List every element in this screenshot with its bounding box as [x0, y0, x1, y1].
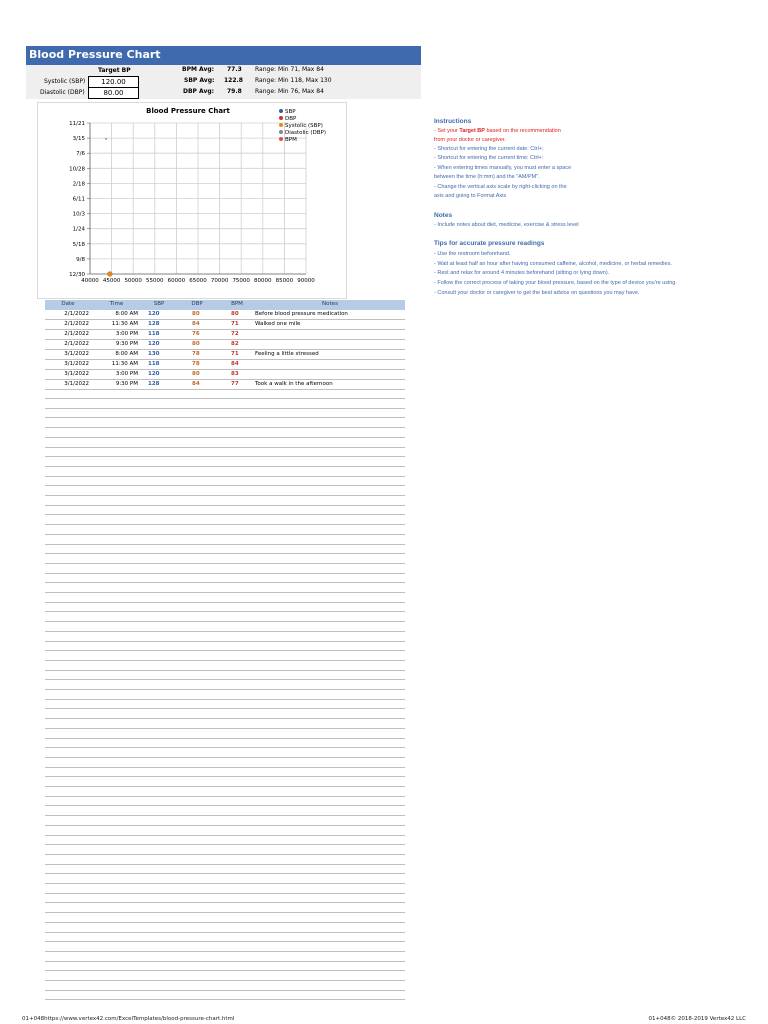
- legend-marker: [279, 109, 283, 113]
- x-tick-label: 45000: [102, 278, 121, 284]
- cell-date[interactable]: 2/1/2022: [64, 331, 89, 337]
- cell-bpm[interactable]: 84: [231, 361, 239, 367]
- data-point: [107, 272, 112, 277]
- cell-bpm[interactable]: 83: [231, 371, 239, 377]
- cell-date[interactable]: 2/1/2022: [64, 321, 89, 327]
- cell-sbp[interactable]: 118: [148, 361, 160, 367]
- dbp-range: Range: Min 76, Max 84: [255, 88, 324, 95]
- instructions-line-2: from your doctor or caregiver.: [434, 137, 506, 143]
- sbp-avg-label: SBP Avg:: [184, 77, 215, 84]
- cell-dbp[interactable]: 76: [192, 331, 200, 337]
- empty-row-line: [45, 408, 405, 409]
- cell-notes[interactable]: Walked one mile: [255, 321, 301, 327]
- x-tick-label: 40000: [81, 278, 99, 284]
- legend-marker: [279, 116, 283, 120]
- col-time: Time: [109, 301, 124, 307]
- y-tick-label: 9/8: [76, 256, 85, 263]
- cell-bpm[interactable]: 77: [231, 381, 239, 387]
- empty-row-line: [45, 485, 405, 486]
- cell-bpm[interactable]: 71: [231, 351, 239, 357]
- empty-row-line: [45, 970, 405, 971]
- bpm-range: Range: Min 71, Max 84: [255, 66, 324, 73]
- x-tick-label: 70000: [210, 278, 229, 284]
- empty-row-line: [45, 922, 405, 923]
- empty-row-line: [45, 505, 405, 506]
- cell-date[interactable]: 2/1/2022: [64, 341, 89, 347]
- title-bar: [26, 46, 421, 65]
- table-row[interactable]: [45, 360, 405, 370]
- tips-item: - Follow the correct process of taking your blood pressure, based on the type of device you're using.: [434, 280, 677, 286]
- cell-bpm[interactable]: 80: [231, 311, 239, 317]
- table-row[interactable]: [45, 310, 405, 320]
- table-row[interactable]: [45, 340, 405, 350]
- empty-row-line: [45, 844, 405, 845]
- cell-sbp[interactable]: 120: [148, 311, 160, 317]
- empty-row-line: [45, 689, 405, 690]
- cell-dbp[interactable]: 80: [192, 371, 200, 377]
- empty-row-line: [45, 476, 405, 477]
- x-tick-label: 80000: [254, 278, 272, 284]
- instructions-heading: Instructions: [434, 118, 472, 125]
- cell-time[interactable]: 8:00 AM: [115, 311, 138, 317]
- cell-dbp[interactable]: 78: [192, 361, 200, 367]
- empty-row-line: [45, 534, 405, 535]
- cell-time[interactable]: 9:30 PM: [115, 381, 138, 387]
- empty-row-line: [45, 718, 405, 719]
- x-tick-label: 75000: [232, 278, 250, 284]
- summary-panel: [26, 65, 421, 99]
- empty-row-line: [45, 417, 405, 418]
- empty-row-line: [45, 495, 405, 496]
- legend-marker: [279, 123, 283, 127]
- empty-row-line: [45, 602, 405, 603]
- empty-row-line: [45, 650, 405, 651]
- cell-date[interactable]: 3/1/2022: [64, 371, 89, 377]
- cell-sbp[interactable]: 128: [148, 381, 160, 387]
- y-tick-label: 6/11: [72, 196, 85, 203]
- table-row[interactable]: [45, 320, 405, 330]
- data-point: [105, 138, 106, 139]
- empty-row-line: [45, 728, 405, 729]
- instructions-line-3: - Shortcut for entering the current date: Ctrl+;: [434, 146, 544, 152]
- y-tick-label: 2/18: [72, 181, 85, 188]
- empty-row-line: [45, 427, 405, 428]
- empty-row-line: [45, 932, 405, 933]
- empty-row-line: [45, 951, 405, 952]
- legend-marker: [279, 137, 283, 141]
- y-tick-label: 10/28: [69, 166, 85, 173]
- cell-dbp[interactable]: 80: [192, 341, 200, 347]
- cell-time[interactable]: 3:00 PM: [115, 371, 138, 377]
- empty-row-line: [45, 825, 405, 826]
- instructions-line-6: between the time (h:mm) and the "AM/PM".: [434, 174, 540, 180]
- blood-pressure-chart: [38, 103, 346, 298]
- cell-time[interactable]: 8:00 AM: [115, 351, 138, 357]
- legend-label: Diastolic (DBP): [285, 130, 326, 136]
- empty-row-line: [45, 524, 405, 525]
- instructions-line-7: - Change the vertical axis scale by right-clicking on the: [434, 184, 567, 190]
- footer-copyright: 01+048© 2018-2019 Vertex42 LLC: [648, 1016, 746, 1022]
- empty-row-line: [45, 805, 405, 806]
- x-tick-label: 90000: [297, 278, 315, 284]
- tips-item: - Wait at least half an hour after having consumed caffeine, alcohol, medicine, or herbal remedies.: [434, 261, 672, 267]
- cell-date[interactable]: 3/1/2022: [64, 361, 89, 367]
- table-row[interactable]: [45, 330, 405, 340]
- empty-row-line: [45, 708, 405, 709]
- systolic-label: Systolic (SBP): [44, 78, 86, 85]
- empty-row-line: [45, 456, 405, 457]
- legend-label: BPM: [285, 137, 297, 143]
- cell-time[interactable]: 3:00 PM: [115, 331, 138, 337]
- bpm-avg-label: BPM Avg:: [182, 66, 215, 73]
- table-row[interactable]: [45, 350, 405, 360]
- empty-row-line: [45, 466, 405, 467]
- empty-row-line: [45, 544, 405, 545]
- cell-dbp[interactable]: 80: [192, 311, 200, 317]
- cell-dbp[interactable]: 84: [192, 321, 200, 327]
- empty-row-line: [45, 980, 405, 981]
- cell-notes[interactable]: Took a walk in the afternoon: [255, 381, 333, 387]
- tips-item: - Rest and relax for around 4 minutes beforehand (sitting or lying down).: [434, 270, 610, 276]
- empty-row-line: [45, 670, 405, 671]
- empty-row-line: [45, 999, 405, 1000]
- empty-row-line: [45, 660, 405, 661]
- empty-row-line: [45, 835, 405, 836]
- instructions-line-5: - When entering times manually, you must enter a space: [434, 165, 572, 171]
- col-sbp: SBP: [153, 301, 165, 307]
- empty-row-line: [45, 854, 405, 855]
- cell-sbp[interactable]: 118: [148, 331, 160, 337]
- cell-bpm[interactable]: 71: [231, 321, 239, 327]
- y-tick-label: 3/15: [72, 136, 85, 143]
- legend-label: DBP: [285, 116, 297, 122]
- cell-sbp[interactable]: 128: [148, 321, 160, 327]
- empty-row-line: [45, 912, 405, 913]
- empty-row-line: [45, 902, 405, 903]
- cell-time[interactable]: 11:30 AM: [111, 361, 138, 367]
- cell-dbp[interactable]: 84: [192, 381, 200, 387]
- dbp-avg-label: DBP Avg:: [183, 88, 215, 95]
- tips-item: - Consult your doctor or caregiver to get the best advice on questions you may have.: [434, 290, 640, 296]
- chart-title: Blood Pressure Chart: [146, 107, 230, 115]
- x-tick-label: 85000: [275, 278, 294, 284]
- cell-bpm[interactable]: 82: [231, 341, 239, 347]
- cell-sbp[interactable]: 120: [148, 341, 160, 347]
- y-tick-label: 11/21: [69, 121, 85, 127]
- diastolic-target-input[interactable]: 80.00: [88, 87, 139, 99]
- sbp-avg-value: 122.8: [224, 77, 243, 84]
- empty-row-line: [45, 553, 405, 554]
- empty-row-line: [45, 738, 405, 739]
- empty-row-line: [45, 641, 405, 642]
- tips-heading: Tips for accurate pressure readings: [434, 240, 545, 247]
- empty-row-line: [45, 699, 405, 700]
- empty-row-line: [45, 941, 405, 942]
- y-tick-label: 7/6: [76, 151, 85, 158]
- sbp-range: Range: Min 118, Max 130: [255, 77, 332, 84]
- legend-label: SBP: [285, 109, 296, 115]
- systolic-target-input[interactable]: 120.00: [88, 76, 139, 88]
- empty-row-line: [45, 582, 405, 583]
- table-row[interactable]: [45, 380, 405, 390]
- empty-row-line: [45, 679, 405, 680]
- instructions-line-4: - Shortcut for entering the current time: Ctrl+:: [434, 155, 544, 161]
- x-tick-label: 50000: [124, 278, 142, 284]
- chart-frame[interactable]: [37, 102, 347, 299]
- empty-row-line: [45, 990, 405, 991]
- cell-date[interactable]: 3/1/2022: [64, 381, 89, 387]
- instructions-line-8: axis and going to Format Axis: [434, 193, 507, 199]
- col-notes: Notes: [322, 301, 338, 307]
- col-date: Date: [61, 301, 75, 307]
- empty-row-line: [45, 786, 405, 787]
- empty-row-line: [45, 776, 405, 777]
- table-header: [45, 300, 405, 310]
- col-dbp: DBP: [191, 301, 203, 307]
- notes-line-1: - Include notes about diet, medicine, exercise & stress level: [434, 222, 579, 228]
- y-tick-label: 5/18: [72, 241, 85, 248]
- x-tick-label: 60000: [167, 278, 186, 284]
- empty-row-line: [45, 747, 405, 748]
- instructions-line-1: [434, 128, 561, 134]
- y-tick-label: 1/24: [72, 226, 85, 233]
- cell-notes[interactable]: Before blood pressure medication: [255, 311, 348, 317]
- empty-row-line: [45, 514, 405, 515]
- empty-row-line: [45, 961, 405, 962]
- empty-row-line: [45, 621, 405, 622]
- page-title: Blood Pressure Chart: [29, 48, 161, 61]
- empty-row-line: [45, 796, 405, 797]
- notes-heading: Notes: [434, 212, 453, 219]
- cell-dbp[interactable]: 78: [192, 351, 200, 357]
- table-row[interactable]: [45, 370, 405, 380]
- empty-row-line: [45, 563, 405, 564]
- empty-row-line: [45, 611, 405, 612]
- footer-url[interactable]: 01+048https://www.vertex42.com/ExcelTemplates/blood-pressure-chart.html: [22, 1016, 235, 1022]
- dbp-avg-value: 79.8: [227, 88, 242, 95]
- empty-row-line: [45, 893, 405, 894]
- cell-date[interactable]: 2/1/2022: [64, 311, 89, 317]
- empty-row-line: [45, 873, 405, 874]
- instructions-target-bp: Target BP: [459, 128, 485, 134]
- cell-time[interactable]: 9:30 PM: [115, 341, 138, 347]
- diastolic-label: Diastolic (DBP): [40, 89, 85, 96]
- tips-item: - Use the restroom beforehand.: [434, 251, 511, 257]
- x-tick-label: 55000: [146, 278, 164, 284]
- instructions-line-1-post: based on the recommendation: [484, 128, 561, 134]
- col-bpm: BPM: [231, 301, 243, 307]
- empty-row-line: [45, 883, 405, 884]
- bpm-avg-value: 77.3: [227, 66, 242, 73]
- cell-sbp[interactable]: 120: [148, 371, 160, 377]
- empty-row-line: [45, 398, 405, 399]
- legend-label: Systolic (SBP): [285, 123, 323, 129]
- y-tick-label: 10/3: [72, 211, 85, 218]
- empty-row-line: [45, 447, 405, 448]
- empty-row-line: [45, 757, 405, 758]
- empty-row-line: [45, 437, 405, 438]
- empty-row-line: [45, 631, 405, 632]
- x-tick-label: 65000: [189, 278, 207, 284]
- legend-marker: [279, 130, 283, 134]
- instructions-line-1-pre: - Set your: [434, 128, 460, 134]
- empty-row-line: [45, 592, 405, 593]
- target-bp-header: Target BP: [98, 67, 131, 74]
- cell-bpm[interactable]: 72: [231, 331, 239, 337]
- cell-time[interactable]: 11:30 AM: [111, 321, 138, 327]
- cell-sbp[interactable]: 130: [148, 351, 160, 357]
- empty-row-line: [45, 864, 405, 865]
- empty-row-line: [45, 815, 405, 816]
- cell-date[interactable]: 3/1/2022: [64, 351, 89, 357]
- y-tick-label: 12/30: [69, 272, 85, 278]
- cell-notes[interactable]: Feeling a little stressed: [255, 351, 319, 357]
- empty-row-line: [45, 767, 405, 768]
- empty-row-line: [45, 573, 405, 574]
